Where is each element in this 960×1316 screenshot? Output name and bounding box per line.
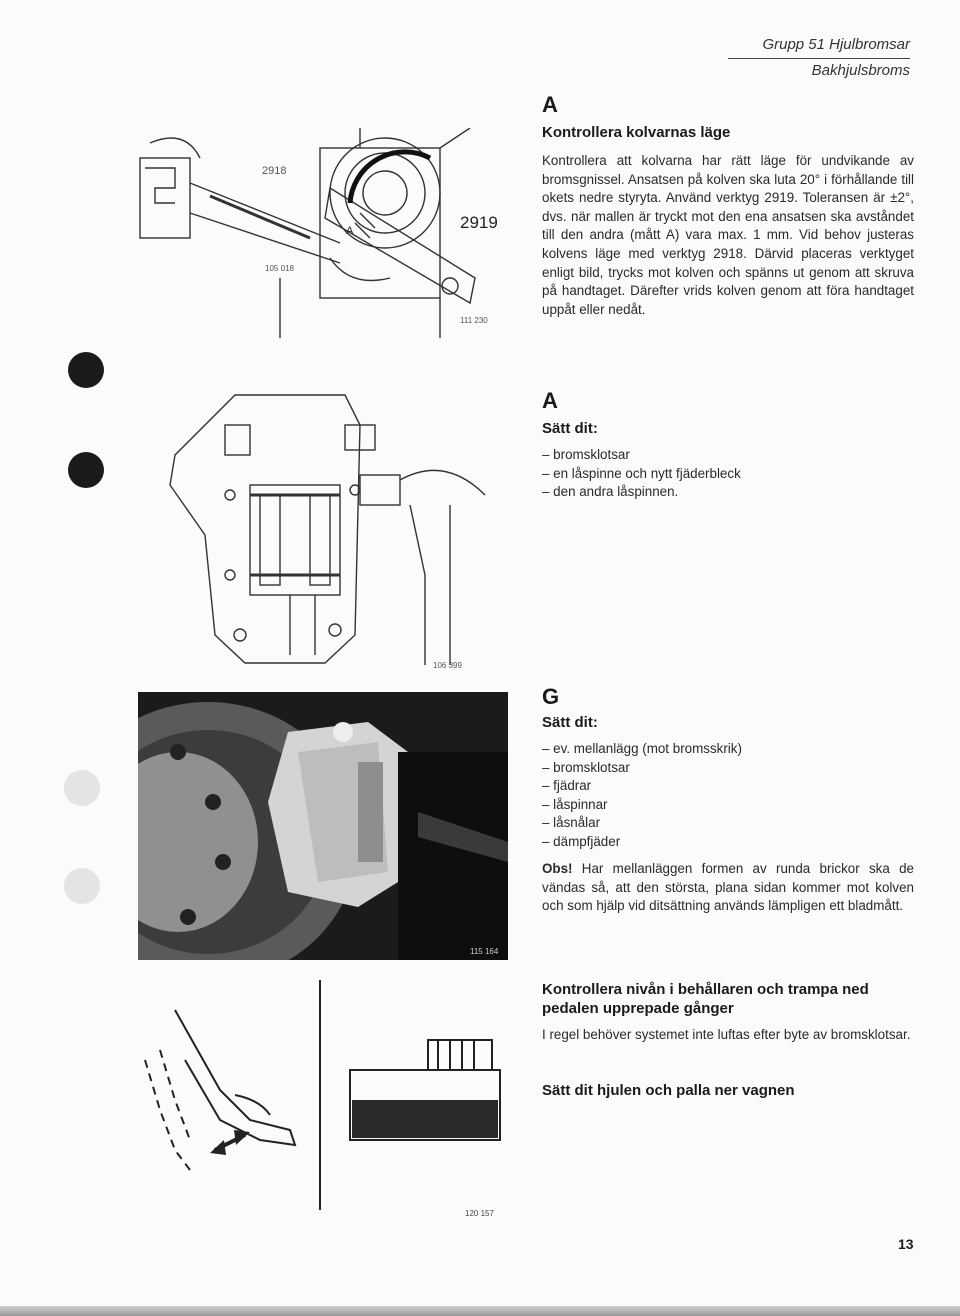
section-g-letter: G <box>542 684 560 709</box>
list-item: – låsnålar <box>542 814 742 833</box>
tool-2918-frame <box>140 158 190 238</box>
note-label: Obs! <box>542 861 573 876</box>
figure-caption-115164: 115 164 <box>470 947 499 956</box>
section-reservoir-heading: Kontrollera nivån i behållaren och trampa ned pedalen upprepade gånger <box>542 981 869 1017</box>
brake-caliper-photo <box>138 692 508 960</box>
binder-hole-2 <box>68 452 104 488</box>
note-text: Har mellanläggen formen av runda brickor ska de vändas så, att den största, plana sidan kommer mot kolven och som hjälp vid ditsättning används lämpligen ett bladmått. <box>542 861 914 914</box>
list-item: – den andra låspinnen. <box>542 483 741 502</box>
scan-edge <box>0 1306 960 1316</box>
section-reservoir-body: I regel behöver systemet inte luftas efter byte av bromsklotsar. <box>542 1027 911 1042</box>
page-number: 13 <box>898 1236 914 1252</box>
list-item: – bromsklotsar <box>542 446 741 465</box>
list-item: – bromsklotsar <box>542 759 742 778</box>
list-item: – fjädrar <box>542 777 742 796</box>
piston-tool-diagram <box>130 128 500 343</box>
section-a-body: Kontrollera att kolvarna har rätt läge för undvikande av bromsgnissel. Ansatsen på kolven ska luta 20° i förhållande till okets nedre styryta. Använd verktyg 2919. Toleransen är ±2°, dvs. när mallen är tryckt mot den ena ansatsen ska avståndet till den andra (mått A) vara max. 1 mm. Vid behov justeras kolvens läge med verktyg 2918. Därvid placeras verktyget enligt bild, trycks mot kolven och spänns ut genom att skruva på handtaget. Därefter vrids kolven genom att föra handtaget uppåt eller nedåt. <box>542 153 914 317</box>
list-item: – en låspinne och nytt fjäderbleck <box>542 465 741 484</box>
section-a-heading: Kontrollera kolvarnas läge <box>542 124 731 141</box>
section-a-letter: A <box>542 92 558 117</box>
figure-caption-120157: 120 157 <box>465 1209 494 1218</box>
binder-hole-3 <box>64 770 100 806</box>
binder-hole-4 <box>64 868 100 904</box>
header-subtitle: Bakhjulsbroms <box>811 62 910 79</box>
binder-hole-1 <box>68 352 104 388</box>
pedal-reservoir-diagram <box>120 980 520 1220</box>
section-a2-letter: A <box>542 388 558 413</box>
label-2919: 2919 <box>460 213 498 232</box>
section-g-note <box>542 860 914 916</box>
section-a2-list <box>542 446 741 502</box>
label-dimension-a: A <box>346 225 354 237</box>
list-item: – dämpfjäder <box>542 833 742 852</box>
list-item: – ev. mellanlägg (mot bromsskrik) <box>542 740 742 759</box>
list-item: – låspinnar <box>542 796 742 815</box>
section-wheels-heading: Sätt dit hjulen och palla ner vagnen <box>542 1082 795 1099</box>
figure-caption-106399: 106 399 <box>433 661 462 670</box>
label-2918: 2918 <box>262 165 287 177</box>
figure-caption-111230: 111 230 <box>460 316 488 325</box>
header-group-title: Grupp 51 Hjulbromsar <box>762 36 910 53</box>
section-g-list <box>542 740 742 852</box>
tool-caption: 105 018 <box>265 264 294 273</box>
caliper-pads-diagram <box>165 385 505 685</box>
header-rule <box>728 58 910 59</box>
section-a2-heading: Sätt dit: <box>542 420 598 437</box>
section-g-heading: Sätt dit: <box>542 714 598 731</box>
